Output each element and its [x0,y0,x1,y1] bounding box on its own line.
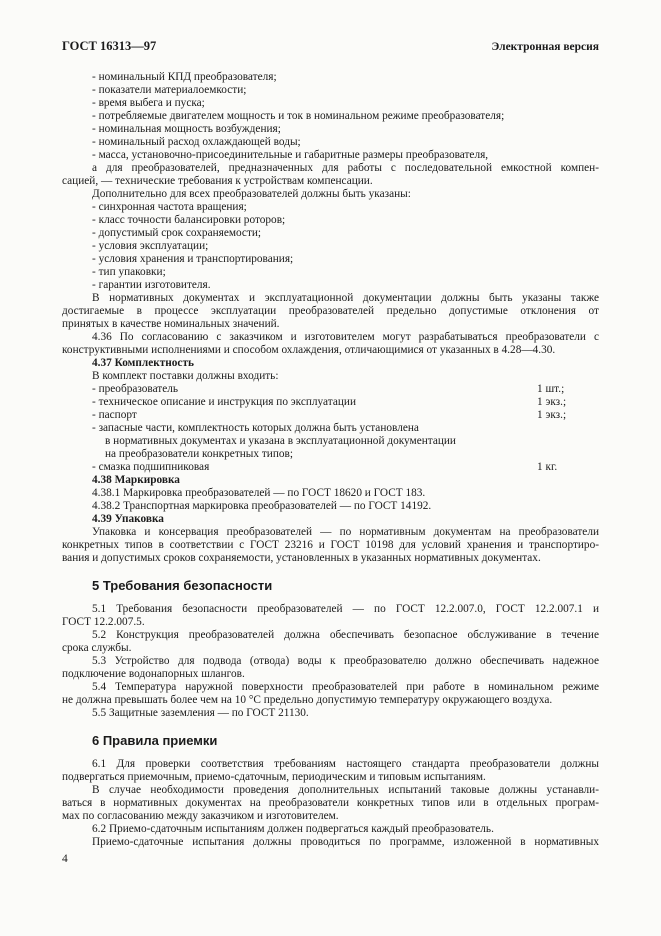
paragraph-line: ваться в нормативных документах на преобразователи конкретных типов или в отдельных програм- [62,797,599,809]
paragraph-line: достигаемые в процессе эксплуатации преобразователей предельно допустимые отклонения от [62,305,599,317]
edition-label: Электронная версия [491,41,599,53]
section-heading-acceptance: 6 Правила приемки [92,733,218,748]
kit-item-name: - смазка подшипниковая [92,461,210,473]
list-item: - потребляемые двигателем мощность и ток в номинальном режиме преобразователя; [92,110,505,122]
paragraph-line: 5.1 Требования безопасности преобразователей — по ГОСТ 12.2.007.0, ГОСТ 12.2.007.1 и [92,603,599,615]
paragraph-line: 5.2 Конструкция преобразователей должна обеспечивать безопасное обслуживание в течение [92,629,599,641]
list-item: - условия эксплуатации; [92,240,209,252]
list-item: - показатели материалоемкости; [92,84,247,96]
list-item [62,409,599,422]
paragraph-line: Упаковка и консервация преобразователей — по нормативным документам на преобразователи [92,526,599,538]
page-number: 4 [62,853,68,865]
list-item: - тип упаковки; [92,266,166,278]
paragraph-line: В нормативных документах и эксплуатационной документации должны быть указаны также [92,292,599,304]
paragraph-line: 4.38.1 Маркировка преобразователей — по ГОСТ 18620 и ГОСТ 183. [92,487,426,499]
list-item [62,461,599,474]
kit-item-name: - преобразователь [92,383,179,395]
paragraph-line: срока службы. [62,642,132,654]
subsection-title: 4.38 Маркировка [92,474,180,486]
paragraph-line: В комплект поставки должны входить: [92,370,279,382]
page-body [62,71,599,849]
standard-number: ГОСТ 16313—97 [62,39,157,53]
paragraph-line: принятых в качестве номинальных значений. [62,318,280,330]
kit-item-qty: 1 кг. [537,461,558,473]
paragraph-line: Дополнительно для всех преобразователей должны быть указаны: [92,188,411,200]
kit-item-qty: 1 шт.; [537,383,565,395]
list-item: - масса, установочно-присоединительные и габаритные размеры преобразователя, [92,149,489,161]
list-item: - класс точности балансировки роторов; [92,214,286,226]
paragraph-line: сацией, — технические требования к устройствам компенсации. [62,175,373,187]
kit-item-name: - техническое описание и инструкция по эксплуатации [92,396,357,408]
paragraph-line: 5.4 Температура наружной поверхности преобразователей при работе в номинальном режиме [92,681,599,693]
paragraph-line: 4.38.2 Транспортная маркировка преобразователей — по ГОСТ 14192. [92,500,432,512]
subsection-title: 4.39 Упаковка [92,513,164,525]
paragraph-line: а для преобразователей, предназначенных для работы с последовательной емкостной компен- [92,162,599,174]
paragraph-line: 5.3 Устройство для подвода (отвода) воды к преобразователю должно обеспечивать надежное [92,655,599,667]
list-item: - номинальный КПД преобразователя; [92,71,277,83]
paragraph-line: конкретных типов в соответствии с ГОСТ 23216 и ГОСТ 10198 для условий хранения и транспортиро- [62,539,599,551]
list-item: - номинальная мощность возбуждения; [92,123,281,135]
subsection-title: 4.37 Комплектность [92,357,194,369]
list-item: - время выбега и пуска; [92,97,205,109]
list-item: - условия хранения и транспортирования; [92,253,294,265]
paragraph-line: 6.1 Для проверки соответствия требованиям настоящего стандарта преобразователи должны [92,758,599,770]
kit-item-qty: 1 экз.; [537,409,567,421]
list-item: - гарантии изготовителя. [92,279,211,291]
paragraph-line: 5.5 Защитные заземления — по ГОСТ 21130. [92,707,309,719]
list-item: - номинальный расход охлаждающей воды; [92,136,301,148]
paragraph-line: подключение водонапорных шлангов. [62,668,245,680]
paragraph-line: вания и допустимых сроков сохраняемости, установленных в указанных нормативных документах. [62,552,541,564]
paragraph-line: 4.36 По согласованию с заказчиком и изготовителем могут разрабатываться преобразователи с [92,331,599,343]
paragraph-line: ГОСТ 12.2.007.5. [62,616,145,628]
kit-item-name: - паспорт [92,409,137,421]
paragraph-line: мах по согласованию между заказчиком и изготовителем. [62,810,339,822]
paragraph-line: В случае необходимости проведения дополнительных испытаний таковые должны устанавли- [92,784,599,796]
paragraph-line: 6.2 Приемо-сдаточным испытаниям должен подвергаться каждый преобразователь. [92,823,494,835]
list-item: - допустимый срок сохраняемости; [92,227,262,239]
list-item-continuation: на преобразователи конкретных типов; [105,448,294,460]
paragraph-line: Приемо-сдаточные испытания должны проводиться по программе, изложенной в нормативных [92,836,599,848]
list-item-continuation: в нормативных документах и указана в эксплуатационной документации [105,435,456,447]
section-heading-safety: 5 Требования безопасности [92,578,273,593]
paragraph-line: подвергаться приемочным, приемо-сдаточным, периодическим и типовым испытаниям. [62,771,486,783]
list-item [62,396,599,409]
list-item: - запасные части, комплектность которых должна быть установлена [92,422,419,434]
kit-item-qty: 1 экз.; [537,396,567,408]
paragraph-line: не должна превышать более чем на 10 °С предельно допустимую температуру окружающего воздуха. [62,694,553,706]
list-item [62,383,599,396]
list-item: - синхронная частота вращения; [92,201,247,213]
paragraph-line: конструктивными исполнениями и способом охлаждения, отличающимися от указанных в 4.28—4.30. [62,344,556,356]
